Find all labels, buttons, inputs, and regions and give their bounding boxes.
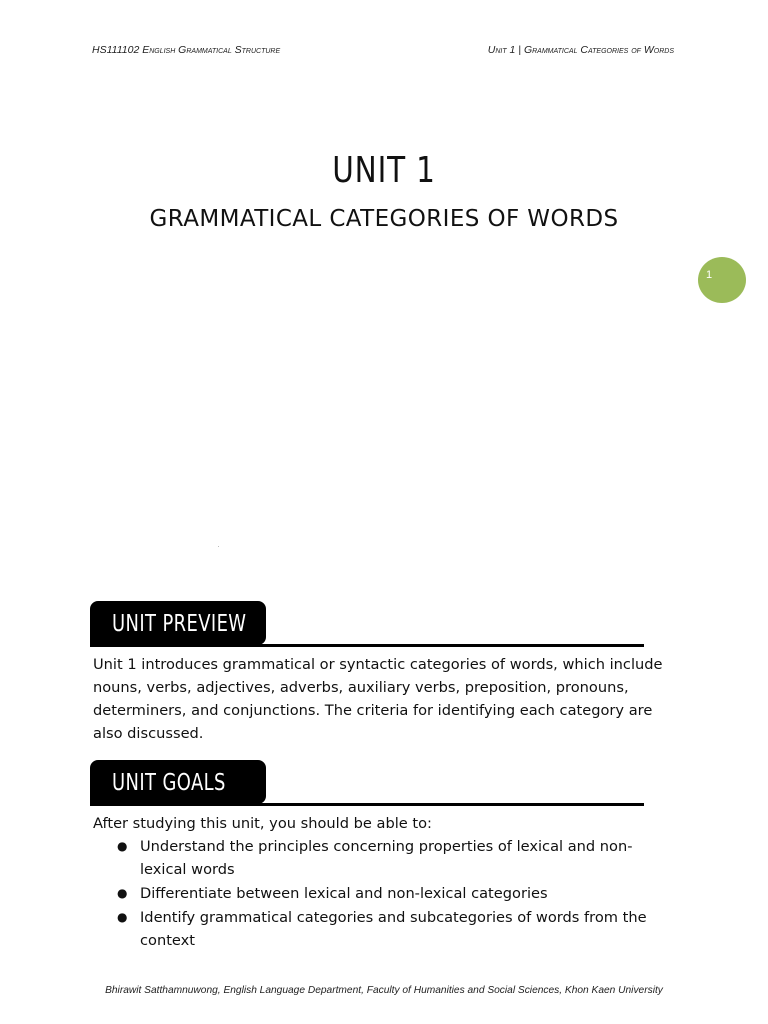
bullet-icon: ● xyxy=(117,886,128,900)
unit-goals-heading xyxy=(90,760,644,806)
goal-text: Understand the principles concerning properties of lexical and non-lexical words xyxy=(140,838,633,878)
goal-text: Differentiate between lexical and non-lexical categories xyxy=(140,885,548,902)
unit-goals-list xyxy=(93,835,653,953)
goal-text: Identify grammatical categories and subcategories of words from the context xyxy=(140,909,647,949)
unit-preview-rule xyxy=(90,644,644,647)
unit-preview-text: Unit 1 introduces grammatical or syntactic categories of words, which include nouns, verbs, adjectives, adverbs, auxiliary verbs, preposition, pronouns, determiners, and conjunctions. The criteria for identifying each category are also discussed. xyxy=(93,656,663,742)
unit-goals-tab xyxy=(90,760,266,804)
unit-goals-rule xyxy=(90,803,644,806)
goal-item xyxy=(93,882,653,905)
unit-preview-tab xyxy=(90,601,266,645)
unit-title: UNIT 1 xyxy=(332,150,436,191)
goal-item xyxy=(93,906,653,952)
page-number: 1 xyxy=(706,269,713,281)
page-footer: Bhirawit Satthamnuwong, English Language Department, Faculty of Humanities and Social Sciences, Khon Kaen University xyxy=(105,985,663,996)
running-header-unit: Unit 1 | Grammatical Categories of Words xyxy=(487,44,674,56)
stray-mark xyxy=(218,546,219,547)
unit-subtitle: GRAMMATICAL CATEGORIES OF WORDS xyxy=(149,206,619,232)
bullet-icon: ● xyxy=(117,910,128,924)
unit-preview-heading xyxy=(90,601,644,647)
unit-goals-intro: After studying this unit, you should be able to: xyxy=(93,815,432,832)
page-number-badge xyxy=(698,257,746,303)
unit-preview-label: UNIT PREVIEW xyxy=(112,611,247,637)
unit-goals-label: UNIT GOALS xyxy=(112,770,226,796)
running-header-course: HS111102 English Grammatical Structure xyxy=(92,44,281,56)
bullet-icon: ● xyxy=(117,839,128,853)
goal-item xyxy=(93,835,653,881)
